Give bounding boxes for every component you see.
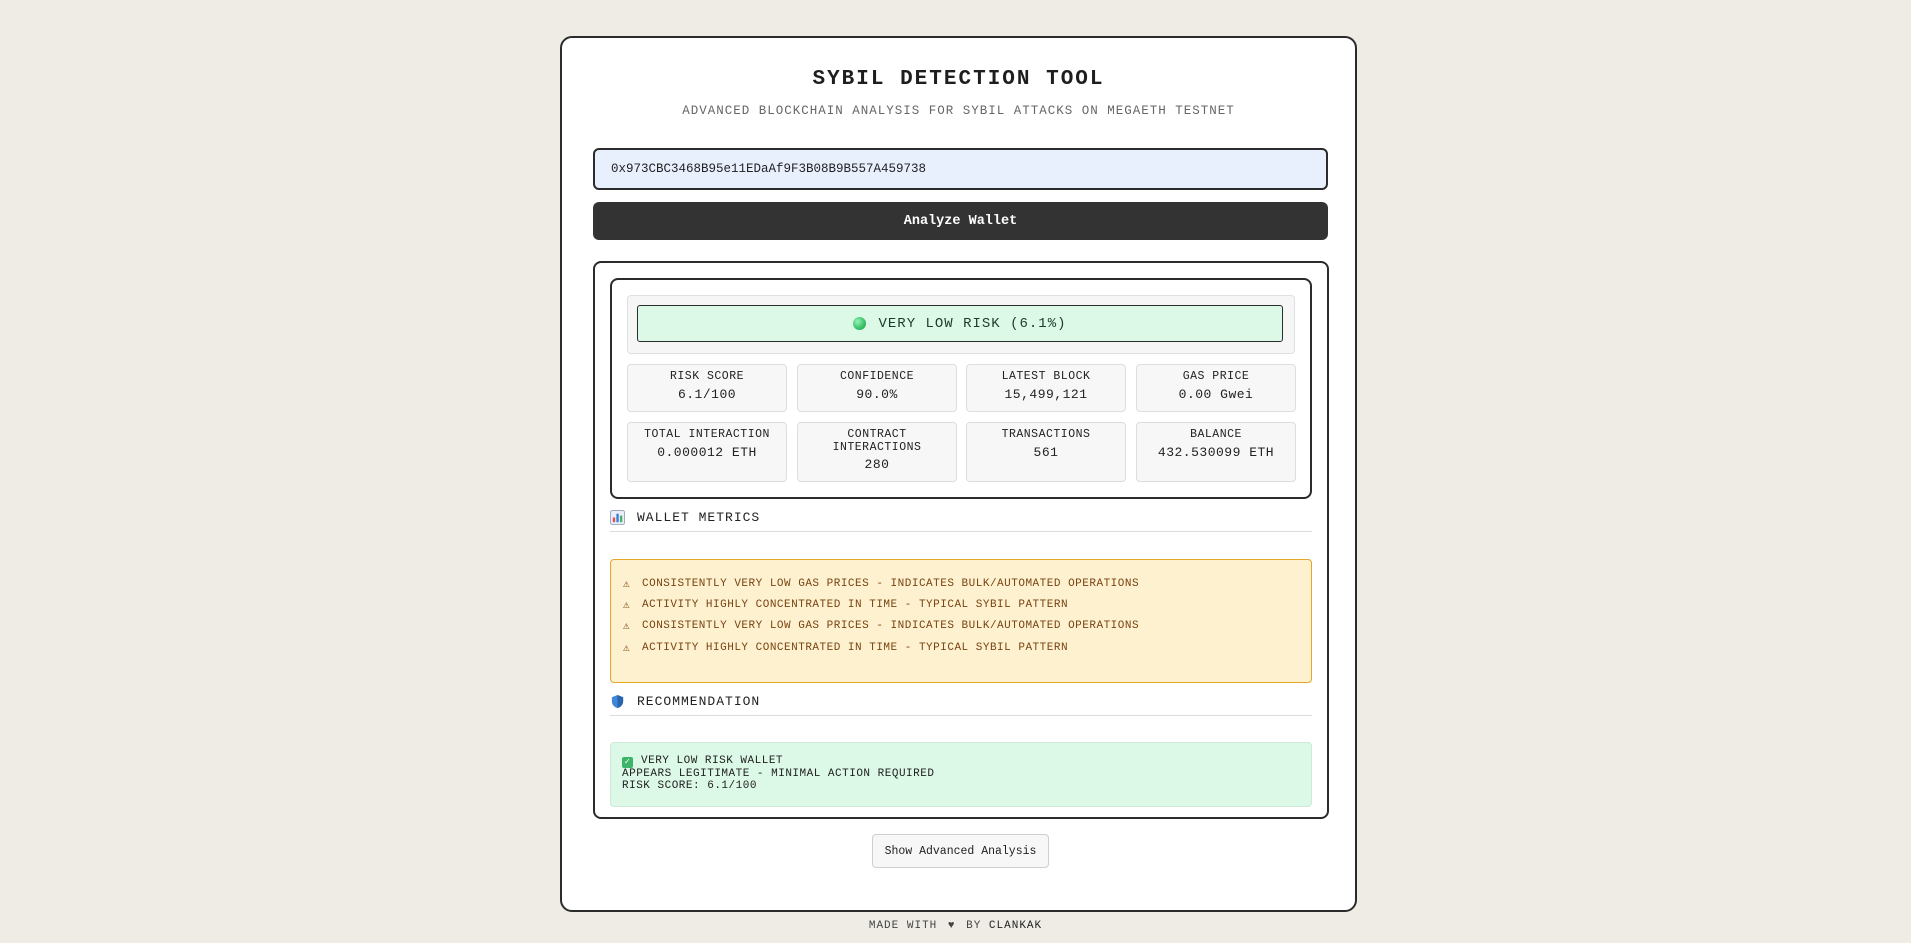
stat-label: TOTAL INTERACTION: [644, 428, 770, 441]
risk-summary-box: [610, 278, 1312, 499]
stat-transactions: [966, 422, 1126, 482]
section-title: RECOMMENDATION: [637, 694, 761, 709]
warning-item: [623, 594, 1311, 615]
page-subtitle: ADVANCED BLOCKCHAIN ANALYSIS FOR SYBIL ATTACKS ON MEGAETH TESTNET: [682, 104, 1235, 118]
warnings-box: [610, 559, 1312, 683]
risk-level-banner: [637, 305, 1283, 342]
main-card: [560, 36, 1357, 912]
warning-icon: ⚠: [623, 578, 631, 591]
stat-value: 561: [1033, 444, 1059, 460]
warning-icon: ⚠: [623, 599, 631, 612]
warning-item: [623, 616, 1311, 637]
recommendation-detail: APPEARS LEGITIMATE - MINIMAL ACTION REQUIRED: [622, 768, 935, 780]
recommendation-headline-row: [622, 755, 1311, 768]
warning-text: ACTIVITY HIGHLY CONCENTRATED IN TIME - TYPICAL SYBIL PATTERN: [642, 598, 1069, 611]
stat-latest-block: [966, 364, 1126, 412]
stat-label: BALANCE: [1190, 428, 1242, 441]
warning-text: ACTIVITY HIGHLY CONCENTRATED IN TIME - TYPICAL SYBIL PATTERN: [642, 641, 1069, 654]
green-circle-icon: [853, 317, 866, 330]
warning-icon: ⚠: [623, 642, 631, 655]
recommendation-box: [610, 742, 1312, 807]
stat-label: CONTRACT INTERACTIONS: [832, 428, 922, 454]
shield-icon: [610, 694, 625, 709]
footer-prefix: MADE WITH: [868, 920, 938, 932]
stat-label: GAS PRICE: [1182, 370, 1250, 383]
risk-banner-wrapper: [627, 295, 1295, 354]
stat-value: 6.1/100: [677, 386, 737, 402]
wallet-metrics-heading: [610, 504, 1312, 532]
results-panel: [593, 261, 1329, 819]
stat-value: 0.000012 ETH: [657, 444, 757, 460]
heart-icon: ♥: [947, 920, 956, 932]
stat-label: TRANSACTIONS: [1001, 428, 1091, 441]
risk-level-text: VERY LOW RISK (6.1%): [878, 315, 1067, 332]
stat-contract-interactions: [797, 422, 957, 482]
warning-item: [623, 573, 1311, 594]
bar-chart-icon: [610, 510, 625, 525]
recommendation-headline: VERY LOW RISK WALLET: [641, 755, 784, 767]
recommendation-score: RISK SCORE: 6.1/100: [622, 780, 757, 793]
stat-label: RISK SCORE: [669, 370, 744, 383]
stat-label: CONFIDENCE: [839, 370, 914, 383]
stat-value: 90.0%: [856, 386, 898, 402]
footer-suffix: BY: [966, 920, 982, 932]
stat-total-interaction: [627, 422, 787, 482]
footer: [0, 920, 1911, 932]
warning-icon: ⚠: [623, 621, 631, 634]
stat-risk-score: [627, 364, 787, 412]
recommendation-heading: [610, 688, 1312, 716]
warning-text: CONSISTENTLY VERY LOW GAS PRICES - INDICATES BULK/AUTOMATED OPERATIONS: [642, 620, 1140, 633]
section-title: WALLET METRICS: [637, 510, 761, 525]
stat-value: 0.00 Gwei: [1178, 386, 1254, 402]
stat-label: LATEST BLOCK: [1001, 370, 1091, 383]
footer-author: CLANKAK: [988, 920, 1043, 932]
page-title: SYBIL DETECTION TOOL: [812, 68, 1105, 91]
stat-value: 280: [864, 457, 890, 472]
wallet-address-input[interactable]: [593, 148, 1328, 190]
analyze-wallet-button[interactable]: Analyze Wallet: [593, 202, 1328, 240]
stat-value: 432.530099 ETH: [1157, 444, 1275, 460]
stat-confidence: [797, 364, 957, 412]
show-advanced-analysis-button[interactable]: Show Advanced Analysis: [872, 834, 1049, 868]
warning-text: CONSISTENTLY VERY LOW GAS PRICES - INDICATES BULK/AUTOMATED OPERATIONS: [642, 577, 1140, 590]
stat-balance: [1136, 422, 1296, 482]
stat-value: 15,499,121: [1004, 386, 1088, 402]
warning-item: [623, 637, 1311, 658]
check-mark-icon: ✓: [622, 757, 633, 768]
stat-gas-price: [1136, 364, 1296, 412]
